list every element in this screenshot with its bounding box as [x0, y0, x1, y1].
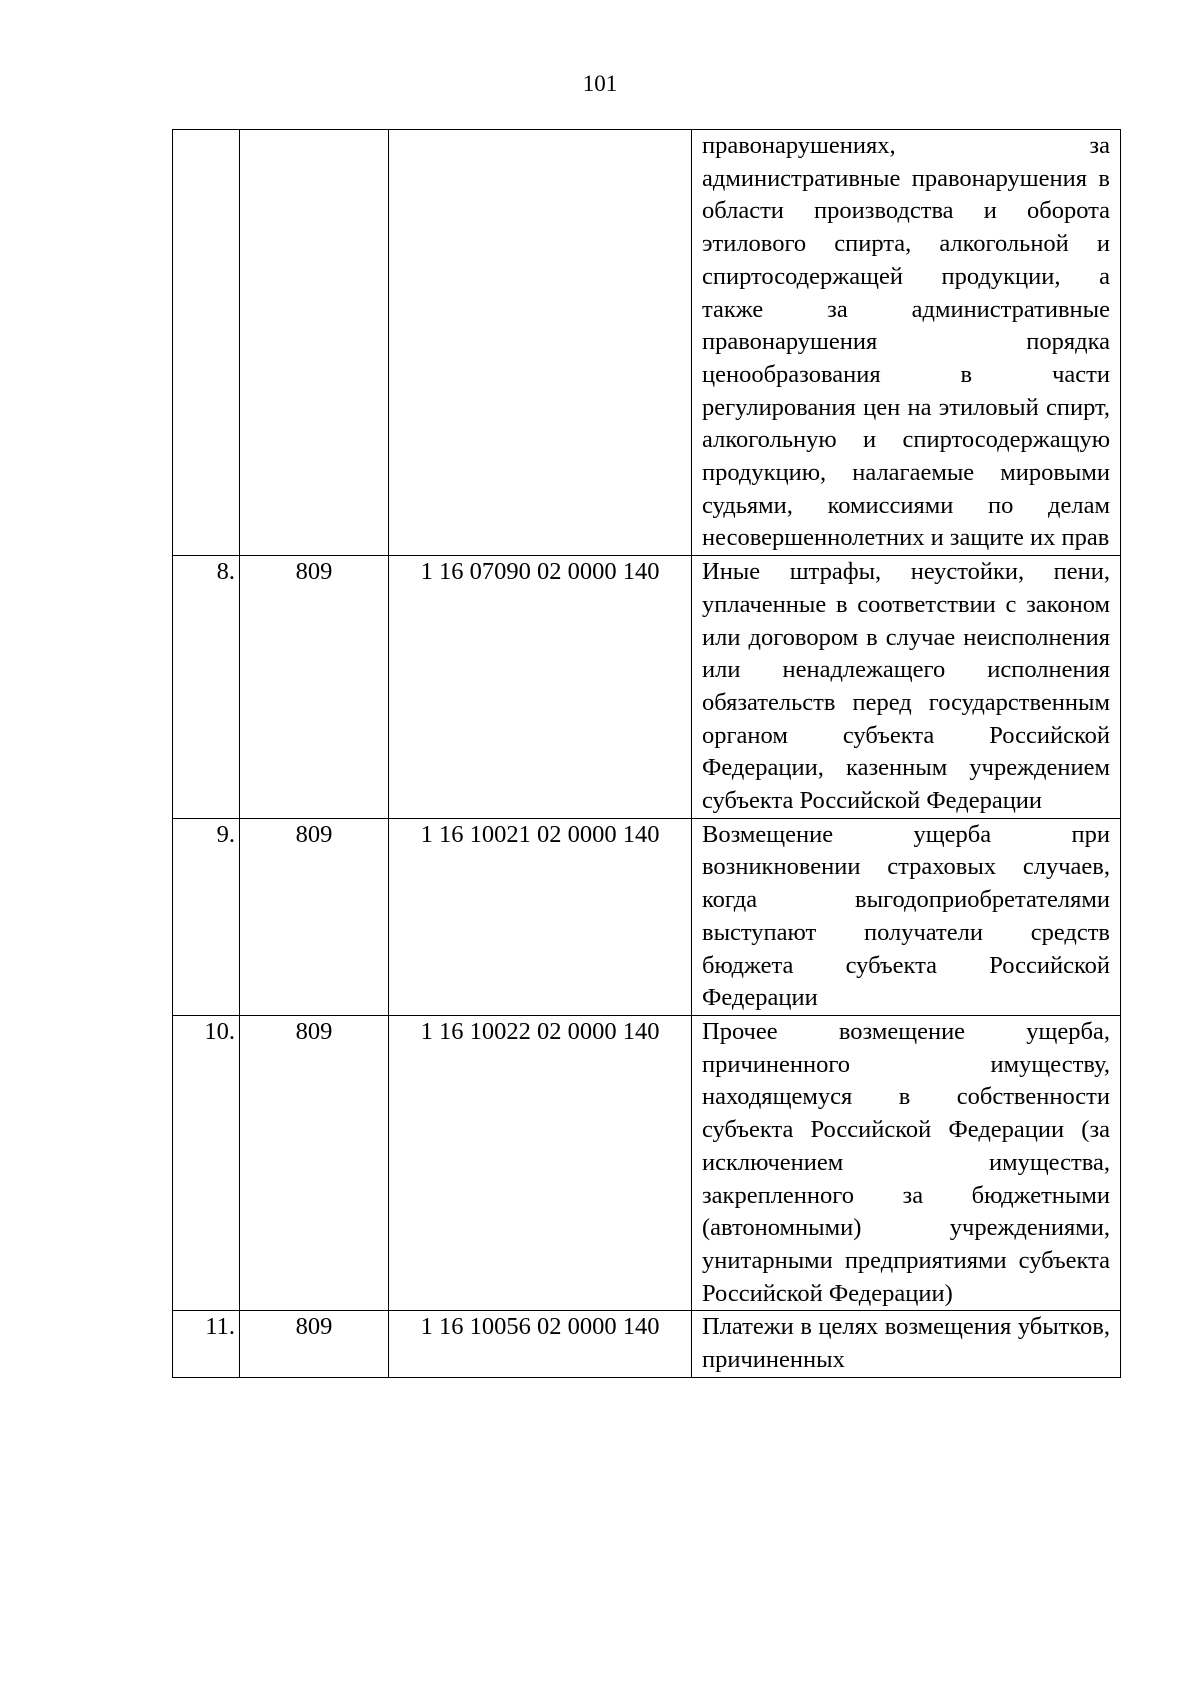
- table-row: [173, 1311, 1121, 1377]
- description-text: правонарушениях, за административные правонарушения в области производства и оборота этилового спирта, алкогольной и спиртосодержащей продукции, а также за административные правонарушения порядка ценообразования в части регулирования цен на этиловый спирт, алкогольную и спиртосодержащую продукцию, налагаемые мировыми судьями, комиссиями по делам несовершеннолетних и защите их прав: [702, 132, 1110, 552]
- description-cell: [692, 556, 1121, 819]
- admin-code-cell: 809: [240, 818, 389, 1015]
- table-row: [173, 818, 1121, 1015]
- row-number-cell: [173, 130, 240, 556]
- table-row: [173, 130, 1121, 556]
- table-row: [173, 556, 1121, 819]
- page-number: 101: [582, 71, 618, 96]
- description-cell: [692, 1015, 1121, 1310]
- admin-code-cell: 809: [240, 556, 389, 819]
- admin-code-cell: 809: [240, 1015, 389, 1310]
- description-cell: [692, 1311, 1121, 1377]
- budget-revenue-table: [172, 129, 1121, 1378]
- description-cell: [692, 818, 1121, 1015]
- admin-code-cell: [240, 130, 389, 556]
- table-row: [173, 1015, 1121, 1310]
- description-text: Возмещение ущерба при возникновении страховых случаев, когда выгодоприобретателями выступают получатели средств бюджета субъекта Российской Федерации: [702, 820, 1110, 1012]
- kbk-code-cell: 1 16 10056 02 0000 140: [389, 1311, 692, 1377]
- description-text: Платежи в целях возмещения убытков, причиненных: [702, 1313, 1110, 1374]
- description-cell: [692, 130, 1121, 556]
- row-number-cell: 9.: [173, 818, 240, 1015]
- row-number-cell: 11.: [173, 1311, 240, 1377]
- kbk-code-cell: 1 16 07090 02 0000 140: [389, 556, 692, 819]
- row-number-cell: 10.: [173, 1015, 240, 1310]
- kbk-code-cell: [389, 130, 692, 556]
- admin-code-cell: 809: [240, 1311, 389, 1377]
- description-text: Прочее возмещение ущерба, причиненного имуществу, находящемуся в собственности субъекта Российской Федерации (за исключением имущества, закрепленного за бюджетными (автономными) учреждениями, унитарными предприятиями субъекта Российской Федерации): [702, 1017, 1110, 1307]
- kbk-code-cell: 1 16 10021 02 0000 140: [389, 818, 692, 1015]
- kbk-code-cell: 1 16 10022 02 0000 140: [389, 1015, 692, 1310]
- row-number-cell: 8.: [173, 556, 240, 819]
- description-text: Иные штрафы, неустойки, пени, уплаченные в соответствии с законом или договором в случае неисполнения или ненадлежащего исполнения обязательств перед государственным органом субъекта Российской Федерации, казенным учреждением субъекта Российской Федерации: [702, 558, 1110, 815]
